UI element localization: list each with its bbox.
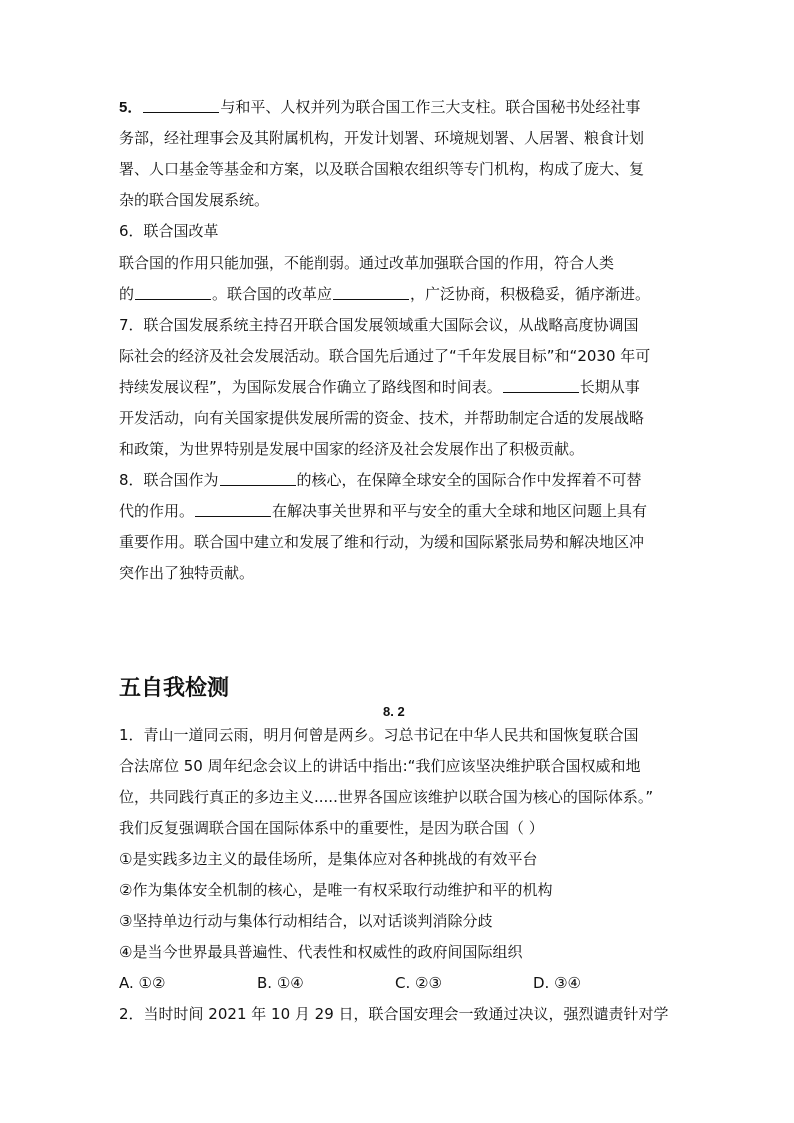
ex1-option-3: ③坚持单边行动与集体行动相结合，以对话谈判消除分歧 (119, 912, 493, 930)
ex1-line-3: 位，共同践行真正的多边主义.....世界各国应该维护以联合国为核心的国际体系。” (119, 788, 654, 806)
choice-a[interactable]: A. ①② (119, 974, 166, 992)
choice-d[interactable]: D. ③④ (533, 974, 581, 992)
q7-line-2: 际社会的经济及社会发展活动。联合国先后通过了“千年发展目标”和“2030 年可 (119, 347, 651, 365)
section-title: 五自我检测 (119, 676, 230, 701)
q7-line-3: 持续发展议程”，为国际发展合作确立了路线图和时间表。 长期从事 (119, 378, 640, 396)
q8-line-1: 8．联合国作为 的核心，在保障全球安全的国际合作中发挥着不可替 (119, 471, 642, 489)
choice-b[interactable]: B. ①④ (257, 974, 304, 992)
answer-blank[interactable] (333, 284, 409, 300)
ex1-line-4: 我们反复强调联合国在国际体系中的重要性，是因为联合国（ ） (119, 819, 544, 837)
q7-line-5: 和政策，为世界特别是发展中国家的经济及社会发展作出了积极贡献。 (119, 440, 585, 458)
ex2-line-1: 2．当时时间 2021 年 10 月 29 日，联合国安理会一致通过决议，强烈谴责针对学 (119, 1005, 669, 1023)
q5-line-2: 务部，经社理事会及其附属机构，开发计划署、环境规划署、人居署、粮食计划 (119, 129, 645, 147)
answer-blank[interactable] (195, 501, 271, 517)
answer-blank[interactable] (135, 284, 211, 300)
q7-line-1: 7．联合国发展系统主持召开联合国发展领域重大国际会议，从战略高度协调国 (119, 316, 639, 334)
ex1-option-2: ②作为集体安全机制的核心，是唯一有权采取行动维护和平的机构 (119, 881, 553, 899)
q8-line-3: 重要作用。联合国中建立和发展了维和行动，为缓和国际紧张局势和解决地区冲 (119, 533, 645, 551)
q7-line-4: 开发活动，向有关国家提供发展所需的资金、技术，并帮助制定合适的发展战略 (119, 409, 645, 427)
choice-c[interactable]: C. ②③ (395, 974, 442, 992)
ex1-choices (119, 973, 581, 993)
q5-line-4: 杂的联合国发展系统。 (119, 191, 270, 209)
answer-blank[interactable] (503, 377, 579, 393)
ex1-line-2: 合法席位 50 周年纪念会议上的讲话中指出:“我们应该坚决维护联合国权威和地 (119, 757, 641, 775)
ex1-option-1: ①是实践多边主义的最佳场所，是集体应对各种挑战的有效平台 (119, 850, 538, 868)
section-subheading: 8. 2 (383, 704, 405, 719)
answer-blank[interactable] (143, 97, 219, 113)
ex1-line-1: 1．青山一道同云雨，明月何曾是两乡。习总书记在中华人民共和国恢复联合国 (119, 726, 639, 744)
q8-line-2: 代的作用。 在解决事关世界和平与安全的重大全球和地区问题上具有 (119, 502, 648, 520)
q6-line-1: 联合国的作用只能加强，不能削弱。通过改革加强联合国的作用，符合人类 (119, 254, 615, 272)
ex1-option-4: ④是当今世界最具普遍性、代表性和权威性的政府间国际组织 (119, 943, 523, 961)
q5-line-1: 5． 与和平、人权并列为联合国工作三大支柱。联合国秘书处经社事 (119, 98, 641, 116)
q6-heading: 6．联合国改革 (119, 222, 219, 240)
q8-line-4: 突作出了独特贡献。 (119, 564, 255, 582)
q6-line-2: 的 。联合国的改革应 ，广泛协商，积极稳妥，循序渐进。 (119, 285, 651, 303)
q5-line-3: 署、人口基金等基金和方案，以及联合国粮农组织等专门机构，构成了庞大、复 (119, 160, 645, 178)
answer-blank[interactable] (220, 470, 296, 486)
